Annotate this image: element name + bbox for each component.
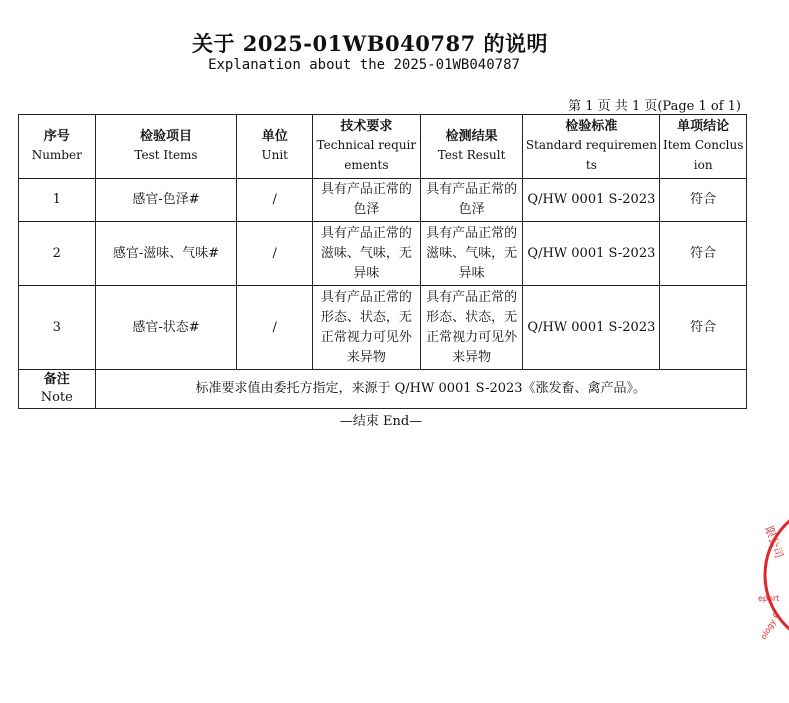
- cell-unit: /: [237, 179, 313, 222]
- cell-number: 2: [19, 222, 96, 286]
- table-row: [19, 222, 747, 286]
- header-unit-cn: 单位: [261, 129, 288, 144]
- header-technical-requirements: [313, 115, 421, 179]
- header-item-conclusion-cn: 单项结论: [677, 119, 730, 134]
- note-label-en: Note: [40, 390, 73, 405]
- results-table: [18, 114, 747, 409]
- header-standard-requirements-cn: 检验标准: [565, 119, 618, 134]
- cell-standard: Q/HW 0001 S-2023: [523, 179, 660, 222]
- header-technical-requirements-cn: 技术要求: [340, 119, 393, 134]
- seal-text-report: eport: [758, 594, 780, 603]
- cell-result: 具有产品正常的形态、状态，无正常视力可见外来异物: [420, 286, 523, 370]
- cell-result: 具有产品正常的色泽: [420, 179, 523, 222]
- header-number-cn: 序号: [43, 129, 70, 144]
- header-test-result-cn: 检测结果: [445, 129, 498, 144]
- note-label: [19, 370, 96, 409]
- cell-requirement: 具有产品正常的色泽: [313, 179, 421, 222]
- end-marker: —结束 End—: [339, 414, 423, 429]
- header-item-conclusion: [660, 115, 747, 179]
- table-row: [19, 179, 747, 222]
- seal-text-cn: 限公司: [762, 524, 786, 561]
- cell-test-item: 感官-滋味、气味#: [95, 222, 237, 286]
- table-header-row: [19, 115, 747, 179]
- cell-result: 具有产品正常的滋味、气味，无异味: [420, 222, 523, 286]
- cell-conclusion: 符合: [660, 179, 747, 222]
- document-title-en: Explanation about the 2025-01WB040787: [208, 57, 520, 73]
- cell-requirement: 具有产品正常的形态、状态，无正常视力可见外来异物: [313, 286, 421, 370]
- cell-conclusion: 符合: [660, 286, 747, 370]
- header-test-items: [95, 115, 237, 179]
- cell-number: 1: [19, 179, 96, 222]
- header-unit: [237, 115, 313, 179]
- cell-number: 3: [19, 286, 96, 370]
- header-test-result: [420, 115, 523, 179]
- header-test-items-cn: 检验项目: [139, 129, 192, 144]
- header-number: [19, 115, 96, 179]
- header-test-items-en: Test Items: [134, 148, 198, 162]
- header-test-result-en: Test Result: [437, 148, 506, 162]
- seal-text-technology: ology C: [758, 610, 782, 641]
- table-row: [19, 286, 747, 370]
- note-row: [19, 370, 747, 409]
- header-standard-requirements: [523, 115, 660, 179]
- header-standard-requirements-en: Standard requirements: [525, 138, 657, 172]
- note-text: 标准要求值由委托方指定，来源于 Q/HW 0001 S-2023《涨发畜、禽产品》。: [95, 370, 746, 409]
- cell-test-item: 感官-色泽#: [95, 179, 237, 222]
- header-number-en: Number: [31, 148, 82, 162]
- note-label-cn: 备注: [43, 372, 70, 387]
- seal-stamp-graphic: [757, 500, 789, 650]
- cell-requirement: 具有产品正常的滋味、气味，无异味: [313, 222, 421, 286]
- cell-standard: Q/HW 0001 S-2023: [523, 286, 660, 370]
- header-item-conclusion-en: Item Conclusion: [662, 138, 744, 172]
- cell-unit: /: [237, 286, 313, 370]
- cell-standard: Q/HW 0001 S-2023: [523, 222, 660, 286]
- document-title-cn: 关于 2025-01WB040787 的说明: [191, 31, 548, 56]
- cell-unit: /: [237, 222, 313, 286]
- header-unit-en: Unit: [261, 148, 288, 162]
- page-info: 第 1 页 共 1 页(Page 1 of 1): [568, 99, 741, 114]
- cell-test-item: 感官-状态#: [95, 286, 237, 370]
- cell-conclusion: 符合: [660, 222, 747, 286]
- company-seal-stamp: [757, 500, 789, 650]
- header-technical-requirements-en: Technical requirements: [316, 138, 417, 172]
